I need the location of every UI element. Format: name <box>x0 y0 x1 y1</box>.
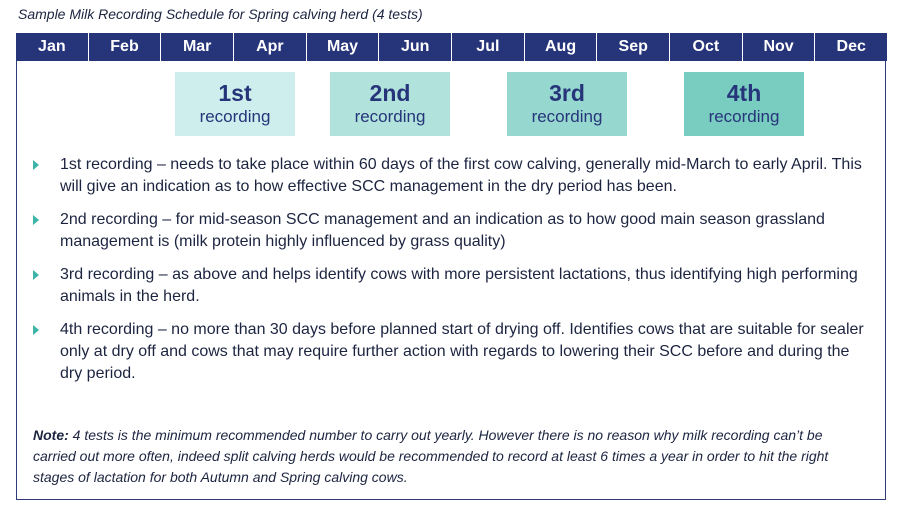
recording-number: 4th <box>726 80 762 106</box>
month-jul: Jul <box>452 33 525 61</box>
month-apr: Apr <box>234 33 307 61</box>
triangle-bullet-icon <box>33 325 39 335</box>
list-item-text: 1st recording – needs to take place within 60 days of the first cow calving, generally mid-March to early April. This will give an indication as to how effective SCC management in the dry period has been. <box>60 156 862 195</box>
footnote <box>33 425 863 488</box>
recording-label: recording <box>199 107 271 126</box>
recording-number: 3rd <box>549 80 585 106</box>
recording-notes-list <box>30 154 870 396</box>
recording-box-3 <box>507 72 627 136</box>
month-jan: Jan <box>16 33 89 61</box>
note-label: Note: <box>33 427 69 443</box>
month-nov: Nov <box>743 33 816 61</box>
list-item-text: 2nd recording – for mid-season SCC management and an indication as to how good main season grassland management is (milk protein highly influenced by grass quality) <box>60 211 825 250</box>
recording-box-1 <box>175 72 295 136</box>
triangle-bullet-icon <box>33 215 39 225</box>
recording-label: recording <box>354 107 426 126</box>
schedule-title: Sample Milk Recording Schedule for Spring calving herd (4 tests) <box>18 6 423 22</box>
list-item-text: 3rd recording – as above and helps identify cows with more persistent lactations, thus identifying high performing animals in the herd. <box>60 266 858 305</box>
triangle-bullet-icon <box>33 270 39 280</box>
list-item <box>30 319 870 385</box>
recording-number: 1st <box>218 80 252 106</box>
list-item-text: 4th recording – no more than 30 days before planned start of drying off. Identifies cows that are suitable for sealer only at dry off and cows that may require further action with regards to lowering their SCC before and during the dry period. <box>60 321 864 382</box>
recording-label: recording <box>708 107 780 126</box>
list-item <box>30 154 870 198</box>
triangle-bullet-icon <box>33 160 39 170</box>
list-item <box>30 264 870 308</box>
recording-label: recording <box>531 107 603 126</box>
note-text: 4 tests is the minimum recommended number to carry out yearly. However there is no reason why milk recording can’t be carried out more often, indeed split calving herds would be recommended to record at least 6 times a year in order to hit the right stages of lactation for both Autumn and Spring calving cows. <box>33 427 829 485</box>
list-item <box>30 209 870 253</box>
month-may: May <box>307 33 380 61</box>
month-mar: Mar <box>161 33 234 61</box>
month-header <box>16 33 887 61</box>
recording-box-2 <box>330 72 450 136</box>
month-aug: Aug <box>525 33 598 61</box>
month-oct: Oct <box>670 33 743 61</box>
recording-box-4 <box>684 72 804 136</box>
recording-number: 2nd <box>369 80 411 106</box>
month-sep: Sep <box>597 33 670 61</box>
month-feb: Feb <box>89 33 162 61</box>
month-dec: Dec <box>836 38 866 55</box>
month-jun: Jun <box>379 33 452 61</box>
